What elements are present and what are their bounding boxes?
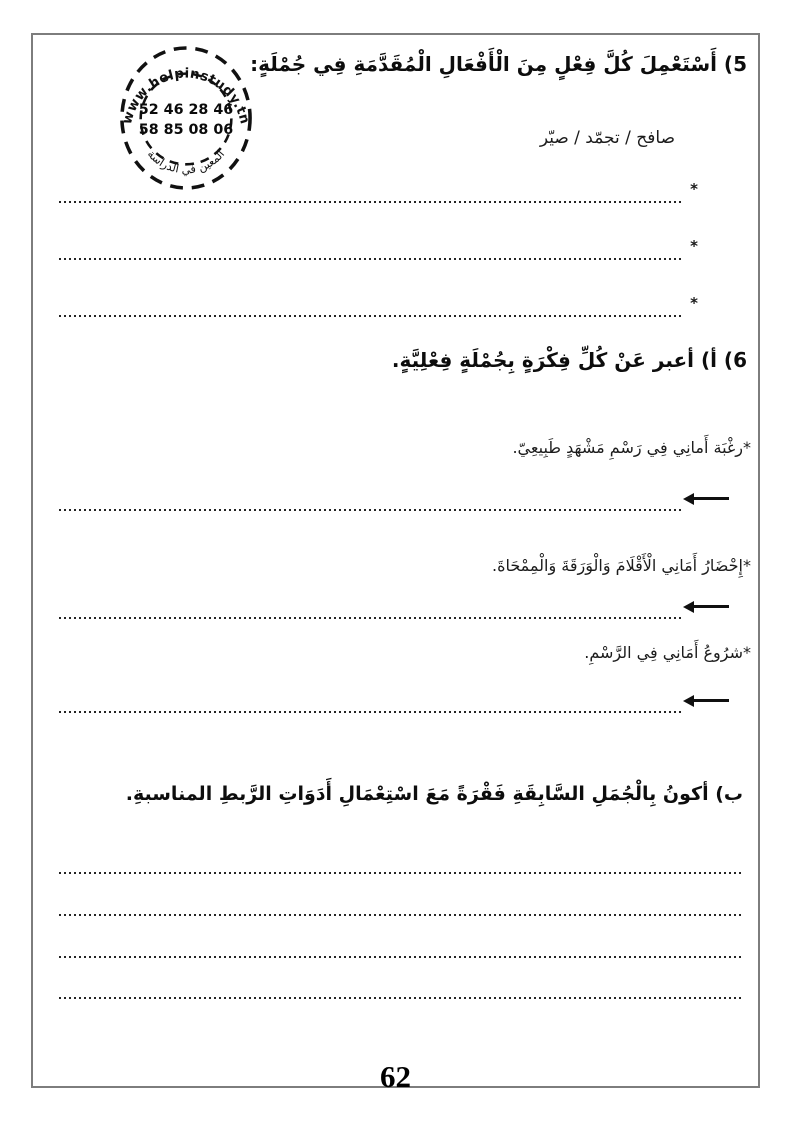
paragraph-line-1 xyxy=(59,872,741,874)
question-6-item-1: *رغْبَة أَمانِي فِي رَسْمِ مَشْهَدٍ طَبِيعِيّ. xyxy=(512,438,751,457)
question-5-word-list: صافح / تجمّد / صيّر xyxy=(539,128,675,148)
stamp-seal xyxy=(117,42,255,194)
left-arrow-icon xyxy=(693,699,729,702)
page-number: 62 xyxy=(380,1059,411,1094)
paragraph-line-2 xyxy=(59,914,741,916)
dotted-rule xyxy=(59,258,683,260)
left-arrow-icon xyxy=(693,497,729,500)
question-6-item-3: *شرُوعُ أَمَانِي فِي الرَّسْمِ. xyxy=(584,643,751,662)
paragraph-line-4 xyxy=(59,997,741,999)
asterisk-marker: * xyxy=(690,294,698,312)
stamp-website-text: www.helpinstudy.tn xyxy=(119,66,253,126)
question-6b-heading: ب) أكونُ بِالْجُمَلِ السَّابِقَةِ فَقْرَةً مَعَ اسْتِعْمَالِ أَدَوَاتِ الرَّبطِ المناسبةِ. xyxy=(125,783,743,805)
answer-line-arrow-2 xyxy=(59,607,683,621)
answer-line-arrow-1 xyxy=(59,499,683,513)
question-6a-heading: 6) أ) أعبر عَنْ كُلِّ فِكْرَةٍ بِجُمْلَةٍ فِعْلِيَّةٍ. xyxy=(391,348,747,372)
answer-line-1 xyxy=(59,180,698,203)
stamp-phone-1: 52 46 28 46 xyxy=(138,102,234,119)
answer-line-arrow-3 xyxy=(59,701,683,715)
left-arrow-icon xyxy=(693,605,729,608)
question-6-item-2: *إِحْضَارُ أَمَانِي الْأَقْلَامَ وَالْوَرَقَةَ وَالْمِمْحَاةَ. xyxy=(492,556,751,575)
dotted-rule xyxy=(59,711,683,713)
dotted-rule xyxy=(59,509,683,511)
dotted-rule xyxy=(59,201,683,203)
paragraph-line-3 xyxy=(59,956,741,958)
answer-line-2 xyxy=(59,237,698,260)
dotted-rule xyxy=(59,315,683,317)
dotted-rule xyxy=(59,617,683,619)
stamp-phone-2: 58 85 08 06 xyxy=(138,121,234,138)
answer-line-3 xyxy=(59,294,698,317)
stamp-motto-text: المعين في الدراسة xyxy=(144,146,228,177)
asterisk-marker: * xyxy=(690,180,698,198)
question-5-heading: 5) أَسْتَعْمِلَ كُلَّ فِعْلٍ مِنَ الْأَفْعَالِ الْمُقَدَّمَةِ فِي جُمْلَةٍ: xyxy=(250,52,747,76)
asterisk-marker: * xyxy=(690,237,698,255)
